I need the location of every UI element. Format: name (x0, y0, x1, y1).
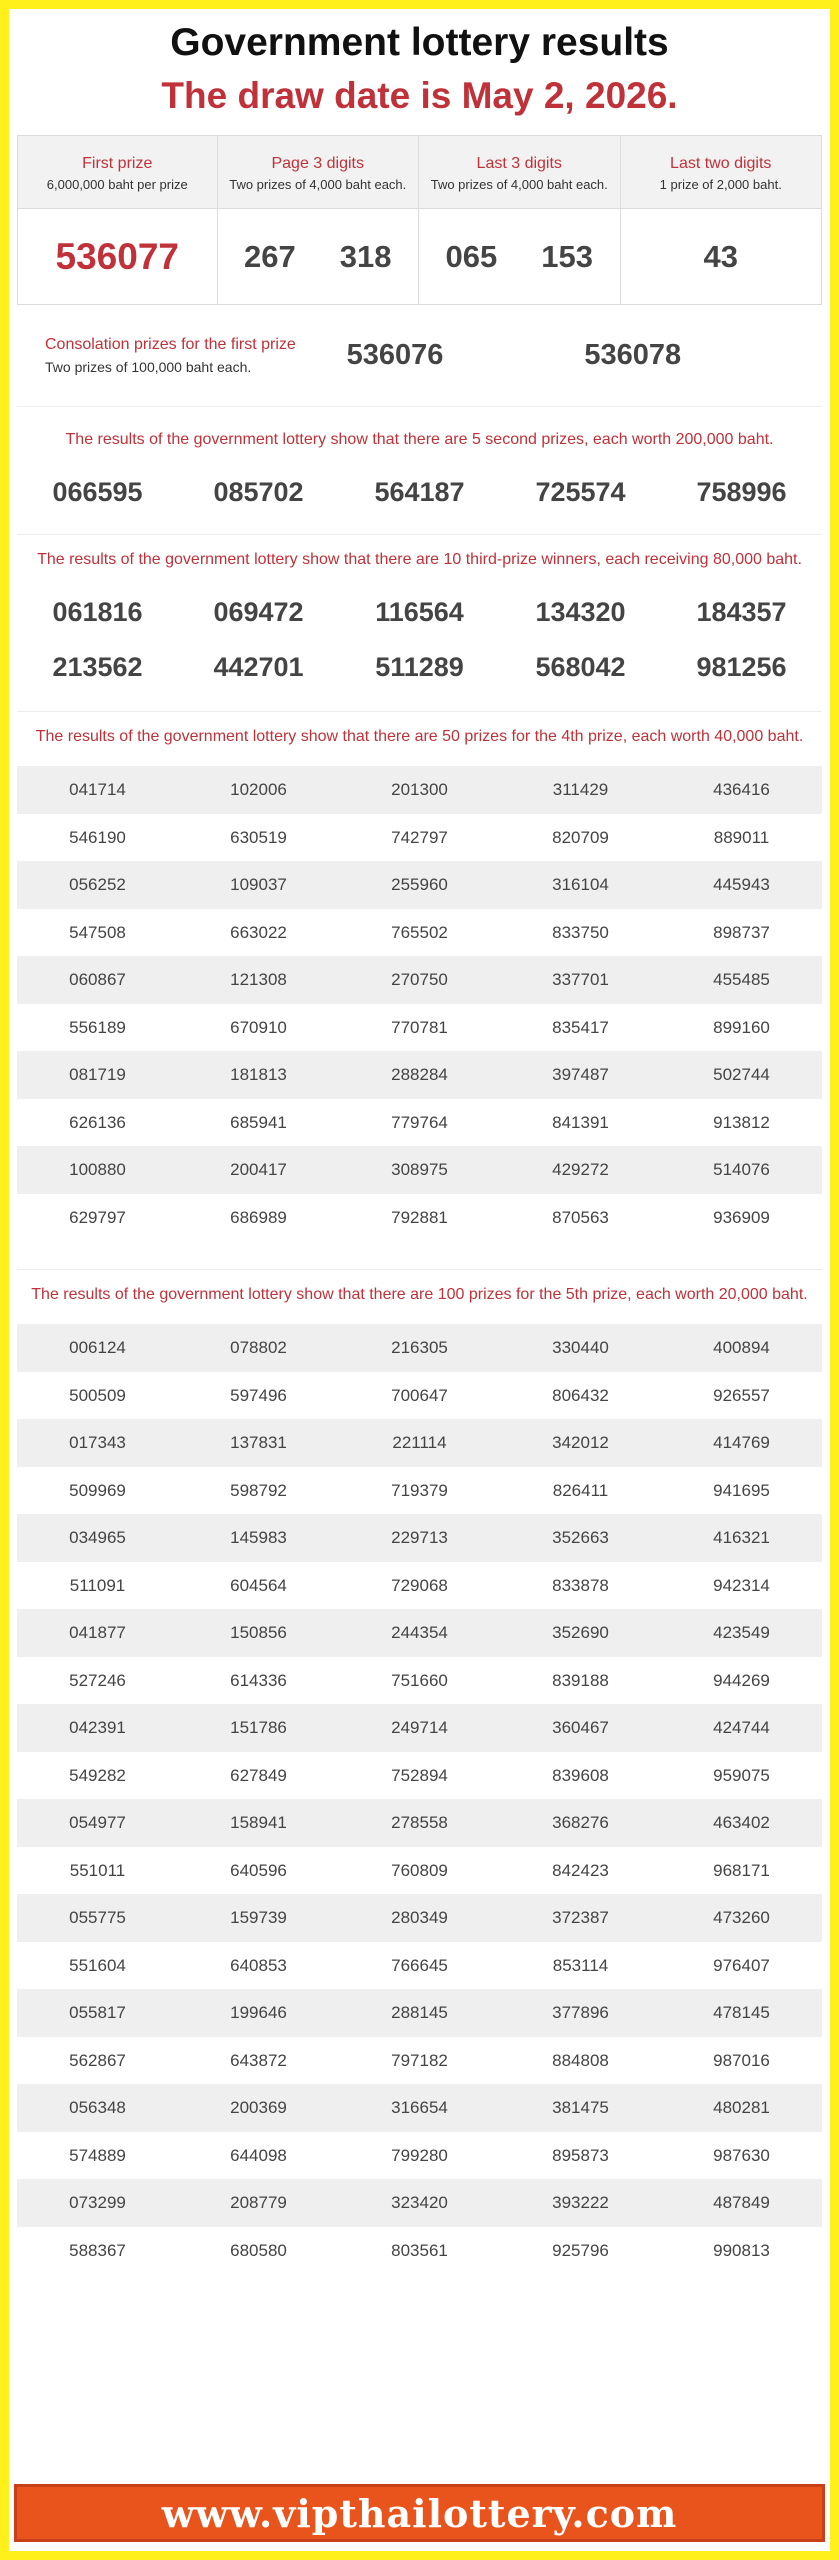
prize-number: 942314 (713, 1575, 770, 1595)
front3-number: 318 (339, 238, 392, 274)
prize-number: 085702 (213, 477, 304, 507)
prize-number: 216305 (391, 1338, 448, 1357)
prize-number: 255960 (391, 875, 448, 894)
first-prize-label: First prize (82, 155, 153, 172)
prize-number: 393222 (552, 2193, 609, 2212)
prize-number: 150856 (230, 1623, 287, 1642)
prize-number: 841391 (552, 1112, 609, 1132)
prize-number: 330440 (552, 1338, 609, 1357)
prize-number: 436416 (713, 780, 770, 799)
front3-sub: Two prizes of 4,000 baht each. (229, 177, 407, 192)
table-row (17, 1004, 822, 1052)
top-prize-values (18, 208, 821, 304)
prize-number: 159739 (230, 1908, 287, 1927)
site-banner[interactable] (14, 2484, 825, 2542)
prize-number: 630519 (230, 827, 287, 847)
prize-number: 213562 (52, 652, 143, 682)
prize-number: 568042 (535, 652, 626, 682)
prize-number: 884808 (552, 2050, 609, 2070)
page-title: Government lottery results (170, 21, 669, 64)
prize-number: 116564 (375, 597, 464, 627)
prize-number: 981256 (696, 652, 787, 682)
prize-number: 372387 (552, 1908, 609, 1927)
site-url: www.vipthailottery.com (161, 2490, 678, 2536)
prize-number: 644098 (230, 2145, 287, 2165)
table-row (17, 766, 822, 814)
prize-number: 839608 (552, 1765, 609, 1785)
table-row (17, 1146, 822, 1194)
prize-number: 751660 (391, 1670, 448, 1690)
prize-number: 423549 (713, 1623, 770, 1642)
prize-number: 976407 (713, 1955, 770, 1975)
prize-number: 056252 (69, 875, 126, 894)
table-row (17, 1704, 822, 1752)
prize-number: 987630 (713, 2145, 770, 2165)
prize-number: 853114 (552, 1955, 609, 1975)
prize-number: 899160 (713, 1017, 770, 1037)
table-row (17, 1051, 822, 1099)
third-prize-row (17, 640, 822, 695)
front3-header (218, 136, 420, 208)
table-row (17, 956, 822, 1004)
prize-number: 549282 (69, 1765, 126, 1785)
prize-number: 323420 (391, 2193, 448, 2212)
prize-number: 870563 (552, 1207, 609, 1227)
consolation-label: Consolation prizes for the first prize (45, 335, 296, 353)
last2-label: Last two digits (670, 155, 772, 172)
prize-number: 061816 (52, 597, 143, 627)
prize-number: 181813 (230, 1065, 287, 1084)
table-row (17, 1324, 822, 1372)
prize-number: 574889 (69, 2145, 126, 2165)
prize-number: 752894 (391, 1765, 448, 1785)
prize-number: 680580 (230, 2240, 287, 2260)
consolation-number: 536076 (346, 339, 444, 371)
prize-number: 208779 (230, 2193, 287, 2212)
prize-number: 527246 (69, 1670, 126, 1690)
prize-number: 792881 (391, 1207, 448, 1227)
prize-number: 424744 (713, 1718, 770, 1737)
prize-number: 360467 (552, 1718, 609, 1737)
first-prize-number: 536077 (55, 235, 179, 277)
prize-number: 826411 (552, 1480, 609, 1500)
prize-number: 249714 (391, 1718, 448, 1737)
prize-number: 316104 (552, 875, 609, 894)
prize-number: 463402 (713, 1813, 770, 1832)
prize-number: 034965 (69, 1528, 126, 1547)
prize-number: 941695 (713, 1480, 770, 1500)
prize-number: 056348 (69, 2098, 126, 2117)
table-row (17, 1562, 822, 1610)
prize-number: 686989 (230, 1207, 287, 1227)
prize-number: 729068 (391, 1575, 448, 1595)
table-row (17, 1419, 822, 1467)
prize-number: 066595 (52, 477, 143, 507)
last2-number: 43 (703, 238, 738, 274)
table-row (17, 1799, 822, 1847)
consolation-text (45, 334, 347, 378)
prize-number: 308975 (391, 1160, 448, 1179)
prize-number: 556189 (69, 1017, 126, 1037)
prize-number: 614336 (230, 1670, 287, 1690)
prize-number: 765502 (391, 922, 448, 942)
prize-number: 758996 (696, 477, 787, 507)
prize-number: 054977 (69, 1813, 126, 1832)
prize-number: 842423 (552, 1860, 609, 1880)
prize-number: 381475 (552, 2098, 609, 2117)
fifth-prize-heading: The results of the government lottery show that there are 100 prizes for the 5th prize, each worth 20,000 baht. (31, 1286, 808, 1303)
prize-number: 352663 (552, 1528, 609, 1547)
prize-number: 442701 (213, 652, 304, 682)
prize-number: 100880 (69, 1160, 126, 1179)
prize-number: 987016 (713, 2050, 770, 2070)
prize-number: 959075 (713, 1765, 770, 1785)
table-row (17, 1514, 822, 1562)
prize-number: 280349 (391, 1908, 448, 1927)
table-row (17, 1372, 822, 1420)
prize-number: 629797 (69, 1207, 126, 1227)
prize-number: 414769 (713, 1433, 770, 1452)
prize-number: 201300 (391, 780, 448, 799)
prize-number: 925796 (552, 2240, 609, 2260)
last2-sub: 1 prize of 2,000 baht. (659, 177, 782, 192)
prize-number: 509969 (69, 1480, 126, 1500)
prize-number: 278558 (391, 1813, 448, 1832)
prize-number: 151786 (230, 1718, 287, 1737)
table-row (17, 814, 822, 862)
prize-number: 944269 (713, 1670, 770, 1690)
prize-number: 145983 (230, 1528, 287, 1547)
prize-number: 445943 (713, 875, 770, 894)
prize-number: 511289 (375, 652, 464, 682)
prize-number: 604564 (230, 1575, 287, 1595)
prize-number: 288284 (391, 1065, 448, 1084)
prize-number: 766645 (391, 1955, 448, 1975)
prize-number: 455485 (713, 970, 770, 989)
prize-number: 400894 (713, 1338, 770, 1357)
prize-number: 416321 (713, 1528, 770, 1547)
prize-number: 429272 (552, 1160, 609, 1179)
prize-number: 588367 (69, 2240, 126, 2260)
prize-number: 833878 (552, 1575, 609, 1595)
prize-number: 514076 (713, 1160, 770, 1179)
top-prize-header (18, 136, 821, 208)
first-prize-cell (18, 209, 218, 304)
content (9, 9, 830, 2274)
prize-number: 134320 (535, 597, 626, 627)
second-prize-heading: The results of the government lottery show that there are 5 second prizes, each worth 200,000 baht. (65, 431, 774, 448)
prize-number: 270750 (391, 970, 448, 989)
prize-number: 137831 (230, 1433, 287, 1452)
prize-number: 898737 (713, 922, 770, 942)
front3-label: Page 3 digits (271, 155, 364, 172)
last3-header (419, 136, 621, 208)
table-row (17, 1194, 822, 1242)
prize-number: 511091 (69, 1575, 126, 1595)
prize-number: 627849 (230, 1765, 287, 1785)
prize-number: 700647 (391, 1385, 448, 1405)
prize-number: 895873 (552, 2145, 609, 2165)
prize-number: 316654 (391, 2098, 448, 2117)
prize-number: 564187 (374, 477, 465, 507)
prize-number: 158941 (230, 1813, 287, 1832)
prize-number: 199646 (230, 2003, 287, 2022)
prize-number: 478145 (713, 2003, 770, 2022)
prize-number: 685941 (230, 1112, 287, 1132)
table-row (17, 909, 822, 957)
prize-number: 502744 (713, 1065, 770, 1084)
prize-number: 546190 (69, 827, 126, 847)
table-row (17, 1847, 822, 1895)
prize-number: 598792 (230, 1480, 287, 1500)
prize-number: 835417 (552, 1017, 609, 1037)
table-row (17, 1657, 822, 1705)
prize-number: 368276 (552, 1813, 609, 1832)
prize-number: 102006 (230, 780, 287, 799)
fourth-prize-grid (17, 766, 822, 1241)
prize-number: 069472 (213, 597, 304, 627)
last3-sub: Two prizes of 4,000 baht each. (430, 177, 608, 192)
table-row (17, 1942, 822, 1990)
first-prize-header (18, 136, 218, 208)
first-prize-sub: 6,000,000 baht per prize (46, 177, 188, 192)
prize-number: 200369 (230, 2098, 287, 2117)
last3-cell (419, 209, 621, 304)
table-row (17, 2084, 822, 2132)
prize-number: 473260 (713, 1908, 770, 1927)
prize-number: 936909 (713, 1207, 770, 1227)
table-row (17, 2227, 822, 2275)
prize-number: 121308 (230, 970, 287, 989)
prize-number: 200417 (230, 1160, 287, 1179)
table-row (17, 1609, 822, 1657)
prize-number: 055775 (69, 1908, 126, 1927)
table-row (17, 1752, 822, 1800)
prize-number: 926557 (713, 1385, 770, 1405)
table-row (17, 861, 822, 909)
table-row (17, 2179, 822, 2227)
prize-number: 968171 (713, 1860, 770, 1880)
consolation-row (17, 305, 822, 407)
third-prize-rows (9, 585, 830, 695)
draw-date: The draw date is May 2, 2026. (161, 75, 678, 116)
prize-number: 742797 (391, 827, 448, 847)
last3-number: 153 (541, 238, 593, 274)
last2-header (621, 136, 822, 208)
prize-number: 055817 (69, 2003, 126, 2022)
prize-number: 017343 (69, 1433, 126, 1452)
prize-number: 839188 (552, 1670, 609, 1690)
prize-number: 377896 (552, 2003, 609, 2022)
table-row (17, 1099, 822, 1147)
prize-number: 041714 (69, 780, 126, 799)
table-row (17, 2037, 822, 2085)
prize-number: 551011 (69, 1860, 126, 1880)
front3-number: 267 (244, 238, 296, 274)
consolation-sub: Two prizes of 100,000 baht each. (45, 358, 252, 375)
prize-number: 487849 (713, 2193, 770, 2212)
prize-number: 342012 (552, 1433, 609, 1452)
prize-number: 770781 (391, 1017, 448, 1037)
prize-number: 352690 (552, 1623, 609, 1642)
second-prize-row (17, 465, 822, 520)
prize-number: 820709 (552, 827, 609, 847)
prize-number: 073299 (69, 2193, 126, 2212)
prize-number: 041877 (69, 1623, 126, 1642)
prize-number: 500509 (69, 1385, 126, 1405)
prize-number: 725574 (535, 477, 626, 507)
prize-number: 006124 (69, 1338, 126, 1357)
prize-number: 640596 (230, 1860, 287, 1880)
table-row (17, 1989, 822, 2037)
prize-number: 799280 (391, 2145, 448, 2165)
prize-number: 990813 (713, 2240, 770, 2260)
prize-number: 109037 (230, 875, 287, 894)
prize-number: 311429 (552, 780, 609, 799)
prize-number: 221114 (392, 1433, 447, 1452)
table-row (17, 1894, 822, 1942)
prize-number: 562867 (69, 2050, 126, 2070)
fourth-prize-heading: The results of the government lottery show that there are 50 prizes for the 4th prize, each worth 40,000 baht. (35, 728, 804, 745)
prize-number: 626136 (69, 1112, 126, 1132)
consolation-number: 536078 (584, 339, 682, 371)
prize-number: 551604 (69, 1955, 126, 1975)
last3-label: Last 3 digits (476, 155, 562, 172)
prize-number: 670910 (230, 1017, 287, 1037)
third-prize-row (17, 585, 822, 640)
prize-number: 184357 (696, 597, 787, 627)
last3-number: 065 (445, 238, 498, 274)
prize-number: 244354 (391, 1623, 448, 1642)
prize-number: 547508 (69, 922, 126, 942)
prize-number: 060867 (69, 970, 126, 989)
prize-number: 760809 (391, 1860, 448, 1880)
prize-number: 397487 (552, 1065, 609, 1084)
last2-cell (621, 209, 822, 304)
table-row (17, 2132, 822, 2180)
prize-number: 078802 (230, 1338, 287, 1357)
prize-number: 913812 (713, 1112, 770, 1132)
prize-number: 803561 (391, 2240, 448, 2260)
fifth-prize-grid (17, 1324, 822, 2274)
prize-number: 663022 (230, 922, 287, 942)
third-prize-heading: The results of the government lottery show that there are 10 third-prize winners, each receiving 80,000 baht. (37, 551, 802, 568)
prize-number: 337701 (552, 970, 609, 989)
prize-number: 643872 (230, 2050, 287, 2070)
table-row (17, 1467, 822, 1515)
prize-number: 797182 (391, 2050, 448, 2070)
prize-number: 719379 (391, 1480, 448, 1500)
prize-number: 640853 (230, 1955, 287, 1975)
prize-number: 806432 (552, 1385, 609, 1405)
prize-number: 597496 (230, 1385, 287, 1405)
prize-number: 833750 (552, 922, 609, 942)
prize-number: 288145 (391, 2003, 448, 2022)
prize-number: 042391 (69, 1718, 126, 1737)
top-prize-table (17, 135, 822, 305)
prize-number: 081719 (69, 1065, 126, 1084)
prize-number: 889011 (713, 827, 770, 847)
prize-number: 229713 (391, 1528, 448, 1547)
prize-number: 779764 (391, 1112, 448, 1132)
prize-number: 480281 (713, 2098, 770, 2117)
front3-cell (218, 209, 420, 304)
